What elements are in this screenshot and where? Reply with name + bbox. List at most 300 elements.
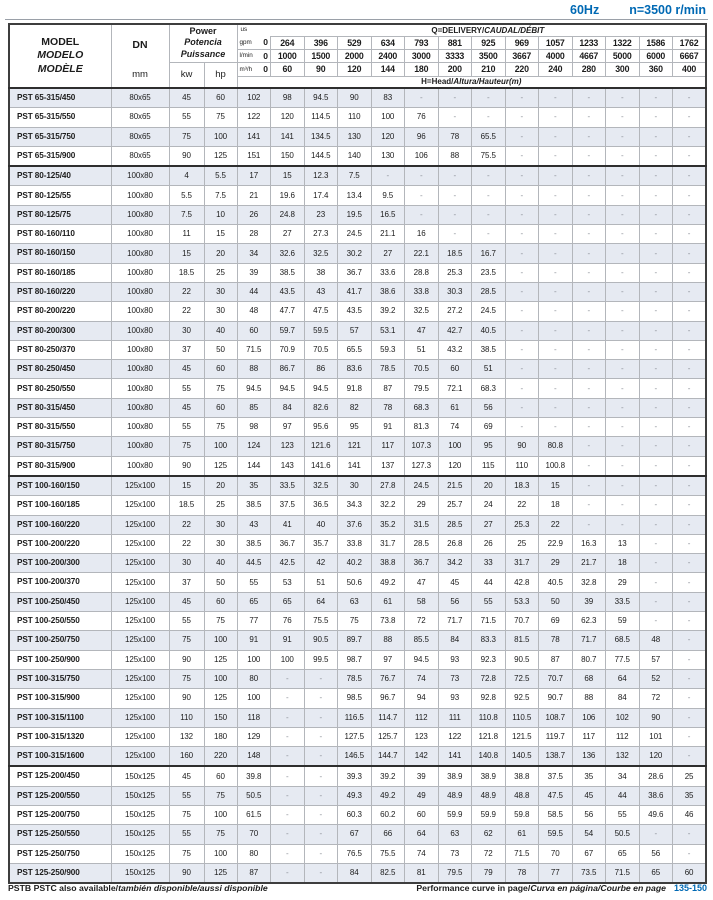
head-cell: 40: [304, 515, 338, 534]
head-cell: 38.6: [371, 282, 405, 301]
flow-value: 264: [271, 36, 305, 49]
flow-value: 793: [405, 36, 439, 49]
head-cell: -: [673, 88, 707, 108]
head-cell: 82: [338, 398, 372, 417]
head-cell: 42: [304, 554, 338, 573]
flow-value: 4000: [539, 49, 573, 62]
head-cell: 28.5: [438, 515, 472, 534]
hp-cell: 25: [204, 263, 237, 282]
head-cell: 86.7: [271, 360, 305, 379]
kw-cell: 90: [169, 650, 204, 669]
head-cell: 88: [237, 360, 271, 379]
head-cell: 75.5: [304, 612, 338, 631]
kw-cell: 18.5: [169, 496, 204, 515]
hp-cell: 100: [204, 844, 237, 863]
head-cell: -: [539, 418, 573, 437]
header-rule: [5, 19, 708, 20]
head-cell: 96: [405, 127, 439, 146]
head-cell: 37.5: [271, 496, 305, 515]
head-cell: -: [639, 437, 673, 456]
head-cell: 150: [271, 146, 305, 166]
model-cell: PST 100-160/185: [9, 496, 111, 515]
model-cell: PST 80-250/550: [9, 379, 111, 398]
head-cell: 59.5: [304, 321, 338, 340]
head-cell: 48.8: [505, 786, 539, 805]
hp-cell: 40: [204, 554, 237, 573]
dn-cell: 125x100: [111, 496, 169, 515]
hp-cell: 10: [204, 205, 237, 224]
table-row: [9, 437, 706, 456]
head-cell: -: [472, 225, 506, 244]
head-cell: 72: [405, 612, 439, 631]
head-cell: -: [472, 186, 506, 205]
head-cell: -: [405, 186, 439, 205]
head-cell: -: [271, 727, 305, 746]
model-cell: PST 125-200/550: [9, 786, 111, 805]
model-cell: PST 65-315/900: [9, 146, 111, 166]
dn-label: DN: [132, 39, 148, 51]
head-cell: 95.6: [304, 418, 338, 437]
head-cell: 73: [438, 669, 472, 688]
flow-value: 1500: [304, 49, 338, 62]
head-cell: 21: [237, 186, 271, 205]
model-cell: PST 100-315/900: [9, 689, 111, 708]
head-cell: -: [639, 244, 673, 263]
head-cell: 99.5: [304, 650, 338, 669]
head-cell: -: [572, 127, 606, 146]
head-cell: 28: [237, 225, 271, 244]
head-cell: 127.3: [405, 456, 439, 476]
head-cell: 50.5: [237, 786, 271, 805]
hp-cell: 100: [204, 437, 237, 456]
head-cell: 27: [472, 515, 506, 534]
head-cell: 18: [539, 496, 573, 515]
head-cell: 38: [304, 263, 338, 282]
dn-cell: 100x80: [111, 418, 169, 437]
m3h-unit-cell: [237, 62, 271, 76]
head-cell: -: [606, 108, 640, 127]
head-cell: 84: [271, 398, 305, 417]
head-cell: -: [673, 360, 707, 379]
model-cell: PST 80-160/220: [9, 282, 111, 301]
head-cell: 69: [472, 418, 506, 437]
head-cell: 25.3: [505, 515, 539, 534]
head-cell: 62: [472, 825, 506, 844]
head-cell: 24.5: [472, 302, 506, 321]
head-cell: -: [639, 225, 673, 244]
head-cell: 58.5: [539, 805, 573, 824]
dn-cell: 80x65: [111, 88, 169, 108]
head-cell: -: [505, 321, 539, 340]
head-cell: 76.5: [338, 844, 372, 863]
head-cell: -: [639, 592, 673, 611]
head-cell: 25: [673, 766, 707, 786]
flow-value: 5000: [606, 49, 640, 62]
head-cell: -: [639, 379, 673, 398]
head-cell: -: [539, 263, 573, 282]
dn-unit-label: mm: [132, 69, 148, 80]
head-cell: 51: [405, 340, 439, 359]
table-row: [9, 127, 706, 146]
head-cell: 80.8: [539, 437, 573, 456]
head-cell: -: [539, 166, 573, 186]
table-row: [9, 108, 706, 127]
hp-cell: 75: [204, 786, 237, 805]
head-cell: 74: [405, 669, 439, 688]
flow-value: 3333: [438, 49, 472, 62]
hp-cell: 30: [204, 302, 237, 321]
head-cell: 32.8: [572, 573, 606, 592]
kw-cell: 55: [169, 418, 204, 437]
head-cell: 39.3: [338, 766, 372, 786]
hp-cell: 75: [204, 825, 237, 844]
table-row: [9, 747, 706, 767]
head-cell: -: [405, 88, 439, 108]
curve-reference-text: Performance curve in page/Curva en página/Courbe en page: [416, 883, 666, 893]
model-cell: PST 100-200/300: [9, 554, 111, 573]
kw-cell: 55: [169, 612, 204, 631]
head-cell: 64: [606, 669, 640, 688]
head-cell: 17: [237, 166, 271, 186]
kw-cell: 90: [169, 689, 204, 708]
head-cell: 93: [438, 689, 472, 708]
head-cell: 111: [438, 708, 472, 727]
head-cell: -: [639, 612, 673, 631]
head-cell: 73.5: [572, 863, 606, 883]
head-cell: 148: [237, 747, 271, 767]
dn-cell: 100x80: [111, 321, 169, 340]
head-cell: 65: [639, 863, 673, 883]
head-cell: 33: [472, 554, 506, 573]
head-cell: -: [304, 825, 338, 844]
head-cell: -: [438, 88, 472, 108]
head-cell: 84: [338, 863, 372, 883]
head-cell: -: [673, 515, 707, 534]
head-cell: 107.3: [405, 437, 439, 456]
dn-cell: 125x100: [111, 669, 169, 688]
head-cell: 72: [472, 844, 506, 863]
model-cell: PST 100-315/750: [9, 669, 111, 688]
model-cell: PST 125-250/550: [9, 825, 111, 844]
head-cell: -: [438, 166, 472, 186]
head-cell: 55: [472, 592, 506, 611]
head-cell: 119.7: [539, 727, 573, 746]
head-cell: -: [505, 360, 539, 379]
head-cell: -: [673, 244, 707, 263]
kw-cell: 22: [169, 282, 204, 301]
head-cell: 38.5: [472, 340, 506, 359]
head-cell: 39.2: [371, 766, 405, 786]
head-cell: -: [505, 108, 539, 127]
head-cell: 140.8: [472, 747, 506, 767]
head-cell: -: [304, 844, 338, 863]
dn-cell: 100x80: [111, 379, 169, 398]
head-cell: 35.2: [371, 515, 405, 534]
head-cell: -: [673, 225, 707, 244]
head-cell: 22.1: [405, 244, 439, 263]
table-row: [9, 340, 706, 359]
head-cell: -: [606, 127, 640, 146]
head-cell: 130: [338, 127, 372, 146]
head-header: H=Head/Altura/Hauteur(m): [237, 76, 706, 88]
head-cell: -: [271, 669, 305, 688]
head-cell: 33.6: [371, 263, 405, 282]
delivery-header: Q=DELIVERY/CAUDAL/DÉBIT: [271, 24, 707, 36]
head-cell: 110.5: [505, 708, 539, 727]
head-cell: 78.5: [371, 360, 405, 379]
head-cell: -: [606, 282, 640, 301]
head-cell: 98: [237, 418, 271, 437]
dn-cell: 100x80: [111, 360, 169, 379]
kw-cell: 37: [169, 340, 204, 359]
head-cell: -: [505, 263, 539, 282]
table-row: [9, 146, 706, 166]
model-cell: PST 80-160/185: [9, 263, 111, 282]
head-cell: 78: [438, 127, 472, 146]
head-cell: 39.2: [371, 302, 405, 321]
head-cell: -: [505, 340, 539, 359]
head-cell: 29: [539, 554, 573, 573]
head-cell: 141: [338, 456, 372, 476]
hp-cell: 125: [204, 863, 237, 883]
kw-cell: 90: [169, 456, 204, 476]
head-cell: 110: [505, 456, 539, 476]
head-cell: 59.9: [472, 805, 506, 824]
head-cell: 106: [572, 708, 606, 727]
head-cell: 21.5: [438, 476, 472, 496]
hp-cell: 25: [204, 496, 237, 515]
head-cell: 79: [472, 863, 506, 883]
head-cell: 84: [438, 631, 472, 650]
flow-value: 1233: [572, 36, 606, 49]
kw-cell: 15: [169, 244, 204, 263]
head-cell: 58: [405, 592, 439, 611]
head-cell: 49.2: [371, 573, 405, 592]
head-cell: 64: [405, 825, 439, 844]
head-cell: 63: [438, 825, 472, 844]
head-cell: 16.5: [371, 205, 405, 224]
dn-column-header: [111, 24, 169, 88]
head-cell: 47: [405, 321, 439, 340]
head-cell: 84: [606, 689, 640, 708]
head-cell: 71.5: [505, 844, 539, 863]
table-row: [9, 727, 706, 746]
head-cell: -: [304, 766, 338, 786]
table-row: [9, 88, 706, 108]
head-cell: -: [304, 805, 338, 824]
kw-cell: 45: [169, 88, 204, 108]
flow-value: 881: [438, 36, 472, 49]
head-cell: 33.5: [606, 592, 640, 611]
head-cell: -: [505, 186, 539, 205]
head-cell: 48: [639, 631, 673, 650]
head-cell: -: [606, 456, 640, 476]
table-row: [9, 650, 706, 669]
model-cell: PST 125-200/450: [9, 766, 111, 786]
kw-cell: 45: [169, 592, 204, 611]
head-cell: 72: [639, 689, 673, 708]
flow-value: 6000: [639, 49, 673, 62]
hp-cell: 100: [204, 669, 237, 688]
flow-value: 144: [371, 62, 405, 76]
head-cell: -: [673, 456, 707, 476]
head-cell: -: [438, 205, 472, 224]
head-cell: 116.5: [338, 708, 372, 727]
kw-cell: 75: [169, 805, 204, 824]
head-cell: 75.5: [472, 146, 506, 166]
model-cell: PST 100-250/550: [9, 612, 111, 631]
head-cell: -: [673, 708, 707, 727]
head-cell: -: [673, 727, 707, 746]
head-cell: 141.6: [304, 456, 338, 476]
model-cell: PST 125-200/750: [9, 805, 111, 824]
table-row: [9, 554, 706, 573]
hp-cell: 60: [204, 360, 237, 379]
model-cell: PST 80-315/450: [9, 398, 111, 417]
dn-cell: 125x100: [111, 689, 169, 708]
head-cell: -: [673, 844, 707, 863]
flow-value: 3500: [472, 49, 506, 62]
head-cell: 72.1: [438, 379, 472, 398]
head-cell: 24.8: [271, 205, 305, 224]
head-cell: -: [271, 708, 305, 727]
head-cell: 36.7: [338, 263, 372, 282]
model-cell: PST 100-160/150: [9, 476, 111, 496]
head-cell: 21.7: [572, 554, 606, 573]
head-cell: 50.5: [606, 825, 640, 844]
head-cell: 92.3: [472, 650, 506, 669]
head-cell: 68.5: [606, 631, 640, 650]
head-cell: 56: [472, 398, 506, 417]
head-cell: 53.1: [371, 321, 405, 340]
model-cell: PST 125-250/900: [9, 863, 111, 883]
model-cell: PST 100-160/220: [9, 515, 111, 534]
head-cell: 98: [271, 88, 305, 108]
head-cell: 98.5: [338, 689, 372, 708]
head-cell: 59.8: [505, 805, 539, 824]
head-cell: -: [606, 205, 640, 224]
head-cell: 15: [271, 166, 305, 186]
flow-value: 90: [304, 62, 338, 76]
head-cell: 120: [371, 127, 405, 146]
head-cell: 94.5: [304, 88, 338, 108]
head-cell: 87: [539, 650, 573, 669]
head-cell: -: [673, 825, 707, 844]
head-cell: 57: [338, 321, 372, 340]
head-cell: 123: [271, 437, 305, 456]
model-cell: PST 80-200/300: [9, 321, 111, 340]
table-row: [9, 282, 706, 301]
us-unit-label: us: [237, 24, 271, 36]
head-cell: -: [304, 786, 338, 805]
table-row: [9, 534, 706, 553]
table-row: [9, 786, 706, 805]
head-cell: -: [304, 747, 338, 767]
flow-value: 1057: [539, 36, 573, 49]
flow-value: 280: [572, 62, 606, 76]
kw-cell: 30: [169, 554, 204, 573]
head-cell: 60: [237, 321, 271, 340]
head-cell: 43: [237, 515, 271, 534]
flow-value: 4667: [572, 49, 606, 62]
head-cell: 114.5: [304, 108, 338, 127]
head-cell: 112: [405, 708, 439, 727]
head-cell: 15: [539, 476, 573, 496]
dn-cell: 150x125: [111, 863, 169, 883]
table-row: [9, 766, 706, 786]
dn-cell: 125x100: [111, 592, 169, 611]
head-cell: 45: [572, 786, 606, 805]
table-row: [9, 573, 706, 592]
head-cell: 110.8: [472, 708, 506, 727]
head-cell: 66: [371, 825, 405, 844]
head-cell: 94.5: [271, 379, 305, 398]
head-cell: 101: [639, 727, 673, 746]
dn-cell: 150x125: [111, 805, 169, 824]
page-header: [570, 3, 706, 17]
head-cell: 130: [371, 146, 405, 166]
head-cell: -: [673, 302, 707, 321]
head-cell: 85: [237, 398, 271, 417]
head-cell: 68.3: [472, 379, 506, 398]
head-cell: 77: [237, 612, 271, 631]
head-cell: 52: [639, 669, 673, 688]
hp-cell: 30: [204, 515, 237, 534]
dn-cell: 100x80: [111, 186, 169, 205]
head-cell: -: [539, 205, 573, 224]
lmin-label: l/min: [239, 52, 253, 59]
lmin-zero: 0: [263, 50, 268, 61]
head-cell: 17.4: [304, 186, 338, 205]
pump-performance-table: [8, 23, 707, 884]
kw-cell: 55: [169, 825, 204, 844]
head-cell: -: [673, 166, 707, 186]
hp-cell: 75: [204, 418, 237, 437]
dn-cell: 150x125: [111, 825, 169, 844]
head-cell: 93: [438, 650, 472, 669]
dn-cell: 100x80: [111, 166, 169, 186]
head-cell: -: [472, 88, 506, 108]
head-cell: 120: [438, 456, 472, 476]
head-cell: -: [572, 321, 606, 340]
hp-cell: 60: [204, 88, 237, 108]
head-cell: 142: [405, 747, 439, 767]
dn-cell: 80x65: [111, 108, 169, 127]
head-cell: 25.7: [438, 496, 472, 515]
head-cell: 91: [237, 631, 271, 650]
head-cell: -: [639, 496, 673, 515]
head-cell: 39: [237, 263, 271, 282]
head-cell: -: [673, 669, 707, 688]
head-cell: 70: [539, 844, 573, 863]
kw-cell: 4: [169, 166, 204, 186]
head-cell: 94.5: [304, 379, 338, 398]
head-cell: 41: [271, 515, 305, 534]
head-cell: 38.6: [639, 786, 673, 805]
model-header-en: MODEL: [41, 36, 80, 49]
head-cell: 78.5: [338, 669, 372, 688]
head-cell: 78: [539, 631, 573, 650]
head-cell: 80: [237, 844, 271, 863]
flow-value: 3000: [405, 49, 439, 62]
head-cell: 77: [539, 863, 573, 883]
head-cell: 129: [237, 727, 271, 746]
table-row: [9, 166, 706, 186]
head-cell: 75: [338, 612, 372, 631]
head-cell: 49.6: [639, 805, 673, 824]
head-cell: 16.7: [472, 244, 506, 263]
kw-cell: 75: [169, 127, 204, 146]
